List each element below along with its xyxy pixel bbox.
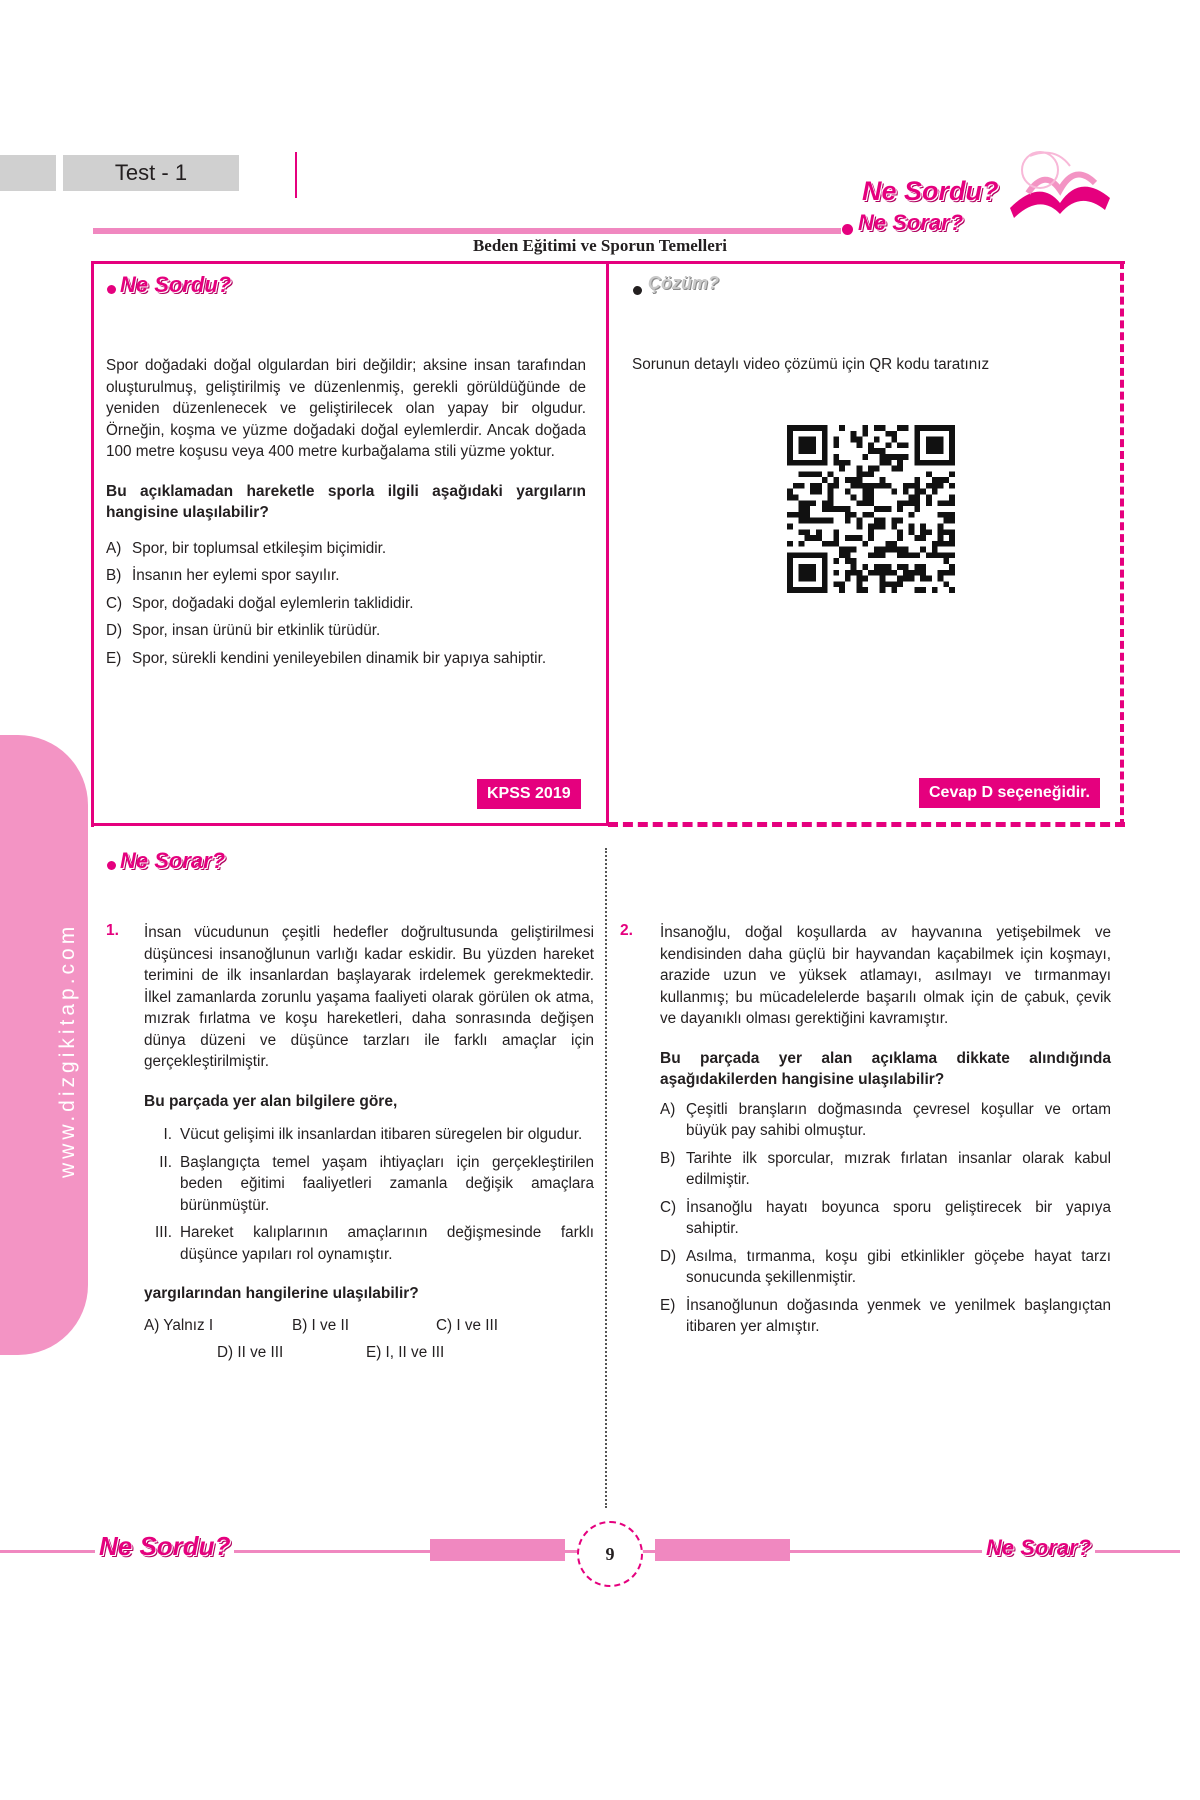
question-2-options: [660, 1099, 1111, 1338]
option-text: Tarihte ilk sporcular, mızrak fırlatan insanlar olarak kabul edilmiştir.: [686, 1149, 1111, 1188]
question-1-stem: yargılarından hangilerine ulaşılabilir?: [144, 1285, 419, 1302]
qr-note: Sorunun detaylı video çözümü için QR kodu taratınız: [632, 356, 990, 373]
question-1: [144, 922, 594, 1377]
q2-options-item: [660, 1295, 1111, 1338]
option-key: A): [660, 1100, 676, 1118]
option-text: Spor, insan ürünü bir etkinlik türüdür.: [132, 622, 381, 639]
header-logo-ne-sordu: Ne Sordu?: [862, 176, 999, 206]
practice-heading-dot: [107, 861, 116, 870]
question-1-option-d: D) II ve III: [217, 1343, 284, 1361]
page-number: 9: [577, 1521, 643, 1587]
option-key: B): [106, 567, 122, 584]
panel-bottom-border-dashed: [608, 822, 1125, 827]
footer-logo-ne-sordu: Ne Sordu?: [95, 1531, 234, 1562]
side-website: www.dizgikitap.com: [56, 922, 79, 1178]
q2-options-item: [660, 1148, 1111, 1191]
q2-options-item: [660, 1246, 1111, 1289]
column-divider: [605, 848, 607, 1508]
header-tab-left: [0, 155, 56, 191]
qr-code-icon[interactable]: [787, 425, 955, 593]
sample-options-item: [106, 648, 586, 670]
sample-question-stem: Bu açıklamadan hareketle sporla ilgili aşağıdaki yargıların hangisine ulaşılabilir?: [106, 482, 586, 521]
sample-options-item: [106, 565, 586, 587]
header-divider: [295, 152, 297, 198]
option-text: Başlangıçta temel yaşam ihtiyaçları için gerçekleştirilen beden eğitimi faaliyetleri zamanla değişik amaçlara bürünmüştür.: [180, 1153, 594, 1214]
option-key: B): [660, 1149, 676, 1167]
option-key: C): [660, 1198, 677, 1216]
q1-statements-item: [144, 1152, 594, 1217]
q2-options-item: [660, 1099, 1111, 1142]
option-key: D): [106, 622, 123, 639]
answer-badge: Cevap D seçeneğidir.: [919, 778, 1100, 808]
panel-right-border: [1120, 261, 1124, 827]
question-2-number: 2.: [620, 922, 633, 939]
header-logo-ne-sorar: Ne Sorar?: [858, 210, 964, 235]
solution-heading: Çözüm?: [648, 273, 719, 293]
footer-bar-right: [655, 1539, 790, 1561]
sample-options: [106, 538, 586, 670]
question-2-paragraph: İnsanoğlu, doğal koşullarda av hayvanına yetişebilmek ve kendisinden daha güçlü bir hayvandan kaçabilmek için koşmayı, arazide uzun ve yüksek atlamayı, asılmayı ve tırmanmayı kullanmış; bu mücadelelerde başarılı olmak için de çabuk, çevik ve dayanıklı olması gerektiğini kavramıştır.: [660, 924, 1111, 1027]
source-badge: KPSS 2019: [477, 779, 581, 809]
option-key: I.: [163, 1126, 172, 1143]
test-label: Test - 1: [63, 155, 239, 191]
panel-divider: [606, 262, 609, 825]
question-1-option-b: B) I ve II: [292, 1316, 349, 1334]
option-text: Asılma, tırmanma, koşu gibi etkinlikler göçebe hayat tarzı sonucunda şekillenmiştir.: [686, 1247, 1111, 1286]
question-1-paragraph: İnsan vücudunun çeşitli hedefler doğrultusunda geliştirilmesi düşüncesi insanoğlunun varlığı kadar eskidir. Bu yüzden hareket terimini de ilk insanlardan başlayarak irdelemek gerekmektedir. İlkel zamanlarda zorunlu yaşama faaliyeti olarak görülen ok atma, mızrak fırlatma ve koşu hareketleri, daha sonrasında değişen dünya düzeni ve düşünce tarzları ile farklı amaçlar için gerçekleştirilmiştir.: [144, 924, 594, 1070]
q1-statements-item: [144, 1124, 594, 1146]
question-1-option-a: A) Yalnız I: [144, 1316, 214, 1334]
question-1-options: [144, 1317, 594, 1377]
option-key: II.: [159, 1153, 172, 1171]
page-title: Beden Eğitimi ve Sporun Temelleri: [472, 236, 728, 255]
option-text: Çeşitli branşların doğmasında çevresel koşullar ve ortam büyük pay sahibi olmuştur.: [686, 1100, 1111, 1139]
option-key: D): [660, 1247, 677, 1265]
option-key: E): [106, 649, 122, 667]
option-key: E): [660, 1296, 676, 1314]
open-book-logo-icon: [1000, 148, 1115, 223]
practice-heading: Ne Sorar?: [120, 848, 226, 873]
header-rule: [93, 228, 841, 234]
question-1-lead: Bu parçada yer alan bilgilere göre,: [144, 1092, 398, 1110]
sample-heading: Ne Sordu?: [120, 272, 232, 297]
question-1-statements: [144, 1124, 594, 1265]
sample-paragraph: Spor doğadaki doğal olgulardan biri değildir; aksine insan tarafından oluşturulmuş, geliştirilmiş ve düzenlenmiş, gerekli görüldüğünde de yeniden düzenlenecek ve geliştirilecek olan yapay bir olgudur. Örneğin, koşma ve yüzme doğadaki doğal eylemlerdir. Ancak doğada 100 metre koşusu veya 400 metre kurbağalama stili yüzme yoktur.: [106, 357, 586, 460]
option-text: Spor, doğadaki doğal eylemlerin taklididir.: [132, 594, 414, 612]
option-text: İnsanoğlu hayatı boyunca sporu geliştirecek bir yapıya sahiptir.: [686, 1198, 1111, 1237]
option-key: A): [106, 539, 122, 557]
q1-statements-item: [144, 1222, 594, 1265]
footer-bar-left: [430, 1539, 565, 1561]
footer-logo-ne-sorar: Ne Sorar?: [982, 1535, 1095, 1561]
question-2-stem: Bu parçada yer alan açıklama dikkate alındığında aşağıdakilerden hangisine ulaşılabilir?: [660, 1049, 1111, 1088]
question-1-option-e: E) I, II ve III: [366, 1343, 445, 1361]
option-text: İnsanın her eylemi spor sayılır.: [132, 567, 340, 584]
sample-question: [106, 355, 586, 675]
solution-heading-dot: [633, 286, 642, 295]
sample-options-item: [106, 593, 586, 615]
question-2: [660, 922, 1111, 1344]
header-logo-dot: [842, 224, 853, 235]
sample-options-item: [106, 538, 586, 560]
question-1-option-c: C) I ve III: [436, 1316, 499, 1334]
option-text: Hareket kalıplarının amaçlarının değişmesinde farklı düşünce yapıları rol oynamıştır.: [180, 1224, 594, 1263]
panel-bottom-border-solid: [91, 823, 608, 826]
q2-options-item: [660, 1197, 1111, 1240]
sample-heading-dot: [107, 285, 116, 294]
option-text: Spor, bir toplumsal etkileşim biçimidir.: [132, 539, 387, 557]
option-key: C): [106, 594, 123, 612]
option-text: İnsanoğlunun doğasında yenmek ve yenilmek başlangıçtan itibaren yer almıştır.: [686, 1296, 1111, 1335]
option-text: Vücut gelişimi ilk insanlardan itibaren süregelen bir olgudur.: [180, 1126, 583, 1143]
option-text: Spor, sürekli kendini yenileyebilen dinamik bir yapıya sahiptir.: [132, 649, 547, 667]
sample-options-item: [106, 620, 586, 642]
option-key: III.: [155, 1224, 172, 1241]
question-1-number: 1.: [106, 922, 119, 939]
